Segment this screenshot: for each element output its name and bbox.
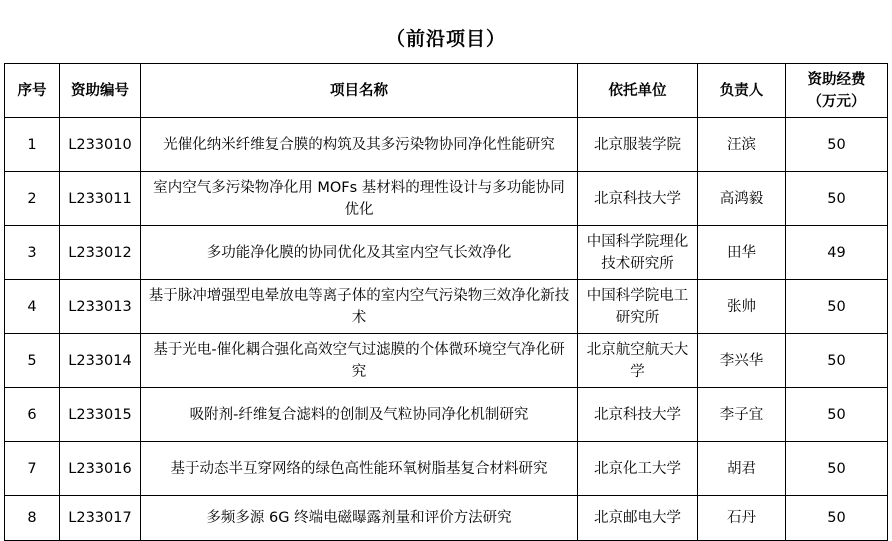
- cell-seq: 4: [5, 280, 60, 334]
- table-row: [5, 334, 888, 388]
- cell-lead: 石丹: [698, 496, 786, 541]
- cell-code: L233017: [60, 496, 141, 541]
- cell-name: 室内空气多污染物净化用 MOFs 基材料的理性设计与多功能协同优化: [141, 172, 578, 226]
- cell-fund: 50: [786, 496, 888, 541]
- cell-code: L233016: [60, 442, 141, 496]
- cell-fund: 50: [786, 280, 888, 334]
- cell-fund: 50: [786, 118, 888, 172]
- cell-org: 北京化工大学: [578, 442, 698, 496]
- cell-name: 基于动态半互穿网络的绿色高性能环氧树脂基复合材料研究: [141, 442, 578, 496]
- cell-lead: 李子宜: [698, 388, 786, 442]
- cell-fund: 50: [786, 442, 888, 496]
- table-row: [5, 442, 888, 496]
- table-row: [5, 280, 888, 334]
- cell-name: 多功能净化膜的协同优化及其室内空气长效净化: [141, 226, 578, 280]
- projects-table: [4, 63, 888, 541]
- cell-fund: 50: [786, 172, 888, 226]
- cell-fund: 50: [786, 388, 888, 442]
- header-fund-line1: 资助经费: [807, 71, 866, 88]
- cell-org: 北京邮电大学: [578, 496, 698, 541]
- header-org: 依托单位: [578, 64, 698, 118]
- cell-org: 北京航空航天大学: [578, 334, 698, 388]
- cell-name: 基于光电-催化耦合强化高效空气过滤膜的个体微环境空气净化研究: [141, 334, 578, 388]
- table-row: [5, 226, 888, 280]
- cell-code: L233012: [60, 226, 141, 280]
- cell-org: 北京科技大学: [578, 172, 698, 226]
- cell-fund: 50: [786, 334, 888, 388]
- header-lead: 负责人: [698, 64, 786, 118]
- cell-seq: 5: [5, 334, 60, 388]
- cell-name: 吸附剂-纤维复合滤料的创制及气粒协同净化机制研究: [141, 388, 578, 442]
- cell-seq: 1: [5, 118, 60, 172]
- cell-seq: 8: [5, 496, 60, 541]
- table-row: [5, 388, 888, 442]
- cell-lead: 汪滨: [698, 118, 786, 172]
- table-header-row: [5, 64, 888, 118]
- cell-name: 多频多源 6G 终端电磁曝露剂量和评价方法研究: [141, 496, 578, 541]
- cell-org: 北京服装学院: [578, 118, 698, 172]
- cell-lead: 张帅: [698, 280, 786, 334]
- header-code: 资助编号: [60, 64, 141, 118]
- cell-org: 中国科学院电工研究所: [578, 280, 698, 334]
- cell-lead: 高鸿毅: [698, 172, 786, 226]
- cell-code: L233014: [60, 334, 141, 388]
- table-row: [5, 172, 888, 226]
- cell-lead: 胡君: [698, 442, 786, 496]
- table-row: [5, 496, 888, 541]
- cell-org: 北京科技大学: [578, 388, 698, 442]
- cell-lead: 李兴华: [698, 334, 786, 388]
- header-fund-line2: （万元）: [807, 93, 866, 110]
- cell-seq: 7: [5, 442, 60, 496]
- cell-name: 光催化纳米纤维复合膜的构筑及其多污染物协同净化性能研究: [141, 118, 578, 172]
- cell-code: L233010: [60, 118, 141, 172]
- header-seq: 序号: [5, 64, 60, 118]
- cell-fund: 49: [786, 226, 888, 280]
- cell-seq: 6: [5, 388, 60, 442]
- cell-lead: 田华: [698, 226, 786, 280]
- table-row: [5, 118, 888, 172]
- cell-name: 基于脉冲增强型电晕放电等离子体的室内空气污染物三效净化新技术: [141, 280, 578, 334]
- header-fund: [786, 64, 888, 118]
- cell-code: L233011: [60, 172, 141, 226]
- page-title: （前沿项目）: [385, 28, 506, 50]
- header-name: 项目名称: [141, 64, 578, 118]
- cell-code: L233013: [60, 280, 141, 334]
- cell-seq: 2: [5, 172, 60, 226]
- cell-seq: 3: [5, 226, 60, 280]
- cell-code: L233015: [60, 388, 141, 442]
- cell-org: 中国科学院理化技术研究所: [578, 226, 698, 280]
